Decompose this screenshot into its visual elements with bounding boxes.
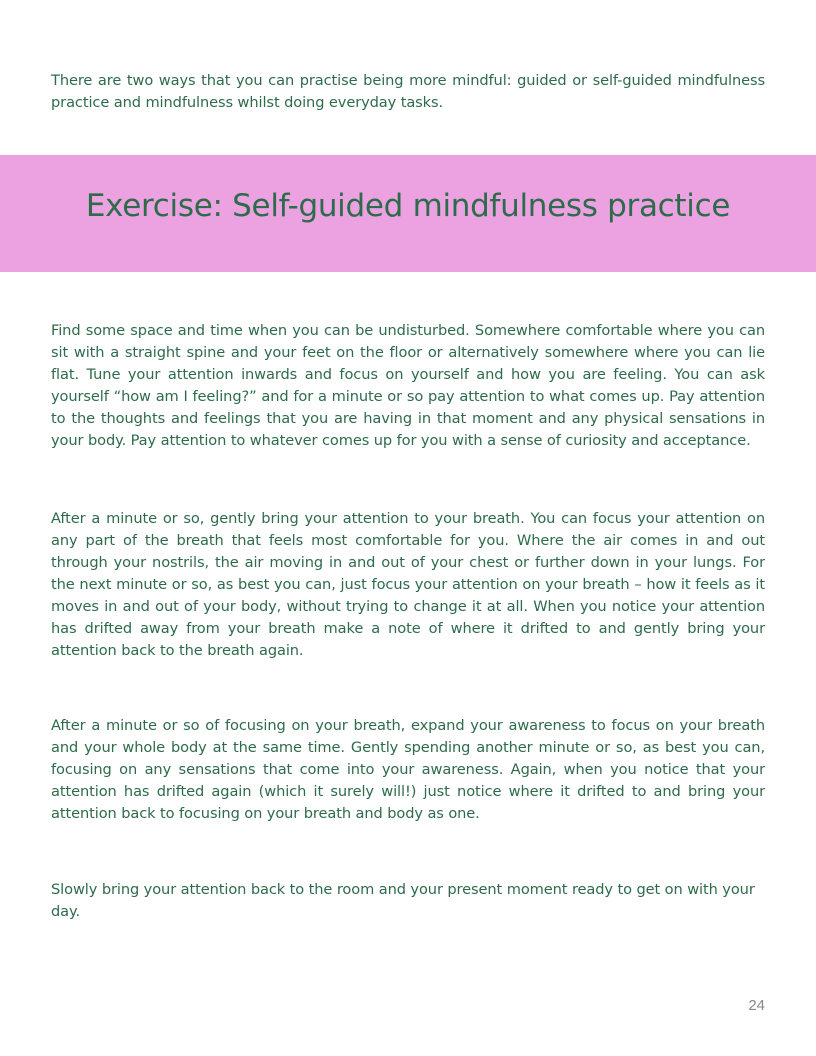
- exercise-paragraph-breath: After a minute or so, gently bring your attention to your breath. You can focus your attention on any part of the breath that feels most comfortable for you. Where the air comes in and out through your nostrils, the air moving in and out of your chest or further down in your lungs. For the next minute or so, as best you can, just focus your attention on your breath – how it feels as it moves in and out of your body, without trying to change it at all. When you notice your attention has drifted away from your breath make a note of where it drifted to and gently bring your attention back to the breath again.: [51, 510, 765, 659]
- page-number: 24: [748, 997, 765, 1014]
- exercise-paragraph-return: Slowly bring your attention back to the room and your present moment ready to get on with your day.: [51, 881, 755, 920]
- exercise-paragraph-settle: Find some space and time when you can be undisturbed. Somewhere comfortable where you can sit with a straight spine and your feet on the floor or alternatively somewhere where you can lie flat. Tune your attention inwards and focus on yourself and how you are feeling. You can ask yourself “how am I feeling?” and for a minute or so pay attention to what comes up. Pay attention to the thoughts and feelings that you are having in that moment and any physical sensations in your body. Pay attention to whatever comes up for you with a sense of curiosity and acceptance.: [51, 322, 765, 449]
- exercise-title: Exercise: Self-guided mindfulness practice: [85, 187, 731, 224]
- exercise-banner: [0, 155, 816, 272]
- intro-paragraph: There are two ways that you can practise being more mindful: guided or self-guided mindfulness practice and mindfulness whilst doing everyday tasks.: [51, 72, 765, 111]
- exercise-paragraph-body: After a minute or so of focusing on your breath, expand your awareness to focus on your breath and your whole body at the same time. Gently spending another minute or so, as best you can, focusing on any sensations that come into your awareness. Again, when you notice that your attention has drifted again (which it surely will!) just notice where it drifted to and bring your attention back to focusing on your breath and body as one.: [51, 717, 765, 822]
